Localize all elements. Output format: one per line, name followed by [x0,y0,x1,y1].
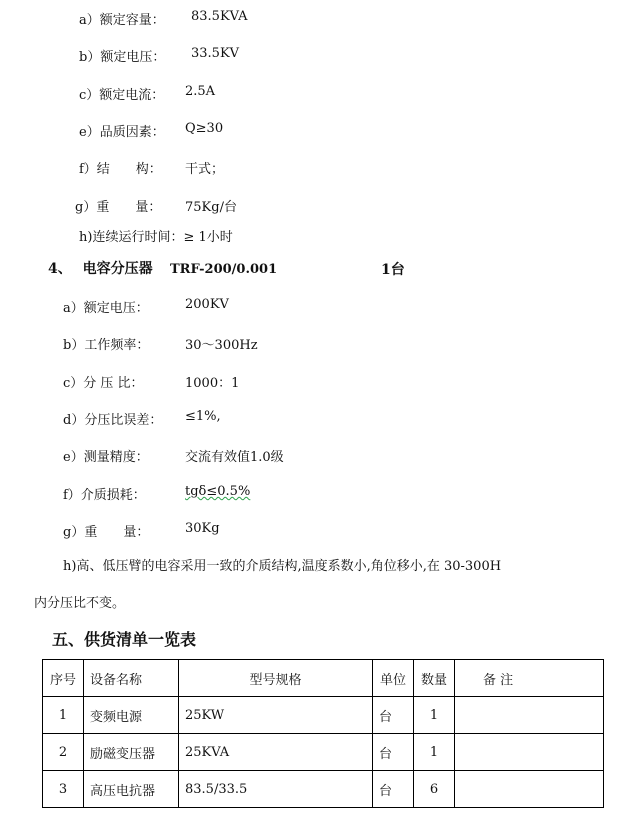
cell-unit: 台 [373,697,414,734]
table-row [43,697,604,734]
spec-label: c）分 压 比： [63,376,144,391]
cell-unit: 台 [373,734,414,771]
heading-qty: 1台 [381,262,405,278]
cell-device: 高压电抗器 [84,771,179,808]
cell-model: 83.5/33.5 [179,771,373,808]
cell-index: 3 [43,771,84,808]
cell-note [455,734,604,771]
cell-index: 1 [43,697,84,734]
col-header: 数量 [414,660,455,697]
spec-value: 2.5A [185,84,216,99]
spec-value: Q≥30 [185,121,224,136]
cell-device: 变频电源 [84,697,179,734]
spec-value: 75Kg/台 [185,200,237,215]
spec-label: e）品质因素： [79,125,165,140]
paragraph-continuation: 内分压比不变。 [34,596,126,611]
spec-value: 交流有效值1.0级 [185,450,284,465]
heading-number: 4、 [48,261,72,277]
spec-value: ≤1%, [185,409,221,424]
spec-label: g）重 量： [63,525,150,540]
cell-device: 励磁变压器 [84,734,179,771]
cell-qty: 1 [414,734,455,771]
cell-unit: 台 [373,771,414,808]
cell-index: 2 [43,734,84,771]
spec-label: f）介质损耗： [63,488,146,503]
supply-list-table [42,659,604,808]
spec-label: b）额定电压： [79,50,166,65]
spec-value: 1000：1 [185,376,240,391]
table-header-row [43,660,604,697]
spec-value: 30～300Hz [185,338,258,353]
cell-model: 25KW [179,697,373,734]
spec-label: a）额定电压： [63,301,149,316]
spec-label: b）工作频率： [63,338,150,353]
spec-value: 33.5KV [191,46,240,61]
spec-value: 83.5KVA [191,9,248,24]
col-header: 单位 [373,660,414,697]
col-header: 设备名称 [84,660,179,697]
spec-value: 30Kg [185,521,220,536]
spec-label: f）结 构： [79,162,162,177]
section-title: 五、供货清单一览表 [52,630,197,649]
spec-label: c）额定电流： [79,88,165,103]
col-header: 型号规格 [179,660,373,697]
cell-qty: 6 [414,771,455,808]
heading-name: 电容分压器 [82,261,153,277]
col-header: 序号 [43,660,84,697]
item-heading [48,260,153,278]
cell-model: 25KVA [179,734,373,771]
table-row [43,771,604,808]
continuous-runtime-line: h)连续运行时间：≥ 1小时 [79,230,233,245]
cell-note [455,771,604,808]
cell-note [455,697,604,734]
table-row [43,734,604,771]
spec-label: e）测量精度： [63,450,149,465]
col-header: 备 注 [455,660,604,697]
spec-label: g）重 量： [75,200,162,215]
heading-model: TRF-200/0.001 [170,262,278,277]
cell-qty: 1 [414,697,455,734]
capacitor-paragraph: h)高、低压臂的电容采用一致的介质结构,温度系数小,角位移小,在 30-300H [63,559,502,574]
spec-value: tgδ≤0.5% [185,484,251,499]
spec-label: a）额定容量： [79,13,165,28]
spec-value: 干式； [185,162,225,177]
spec-label: d）分压比误差： [63,413,163,428]
spec-value: 200KV [185,297,229,312]
